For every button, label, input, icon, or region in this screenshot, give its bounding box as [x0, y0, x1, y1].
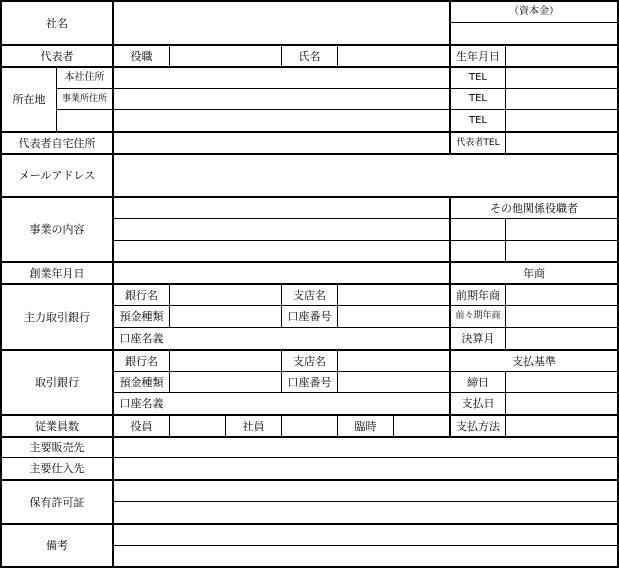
officers-label: 役員 [130, 419, 153, 433]
row-line [56, 109, 619, 110]
founded-label: 創業年月日 [29, 266, 85, 280]
account-name-label: 口座名義 [119, 397, 164, 410]
rep-home-address-label: 代表者自宅住所 [18, 136, 96, 150]
head-office-address-label: 本社住所 [64, 72, 105, 83]
company-name-label: 社名 [46, 16, 68, 30]
email-label: メールアドレス [18, 169, 96, 182]
branch-name-label: 支店名 [293, 354, 326, 368]
row-line [449, 22, 619, 23]
column-line [281, 414, 282, 437]
row-line [113, 392, 619, 393]
payment-day-label: 支払日 [461, 397, 495, 410]
main-bank-label: 主力取引銀行 [24, 310, 90, 324]
closing-day-label: 締日 [467, 375, 489, 389]
licenses-label: 保有許可証 [29, 495, 85, 509]
remarks-label: 備考 [46, 539, 68, 552]
row-line [113, 240, 619, 241]
bank-name-label: 銀行名 [125, 354, 158, 368]
location-label: 所在地 [12, 93, 46, 106]
trading-bank-label: 取引銀行 [35, 376, 79, 389]
account-number-label: 口座番号 [287, 375, 332, 389]
representative-label: 代表者 [40, 49, 74, 63]
temp-label: 臨時 [354, 419, 377, 433]
business-content-label: 事業の内容 [29, 223, 85, 236]
other-officers-label: その他関係役職者 [490, 201, 578, 215]
birth-date-label: 生年月日 [456, 49, 500, 63]
column-line [337, 349, 338, 393]
account-name-label: 口座名義 [119, 332, 164, 345]
tel-label: TEL [469, 72, 487, 83]
column-line [505, 283, 506, 349]
column-line [169, 414, 170, 437]
column-line [337, 283, 338, 327]
column-line [337, 44, 338, 67]
column-line [505, 218, 506, 262]
tel-label: TEL [469, 114, 487, 126]
tel-label: TEL [469, 93, 487, 104]
row-line [113, 501, 619, 502]
bank-name-label: 銀行名 [125, 288, 158, 302]
row-line [113, 327, 619, 328]
deposit-type-label: 預金種類 [119, 310, 164, 323]
row-line [113, 371, 619, 372]
column-line [169, 349, 170, 393]
account-number-label: 口座番号 [287, 310, 332, 323]
row-line [113, 545, 619, 546]
rep-tel-label: 代表者TEL [456, 137, 500, 148]
column-line [505, 371, 506, 437]
branch-name-label: 支店名 [293, 288, 326, 302]
column-line [505, 44, 506, 154]
annual-sales-label: 年商 [523, 266, 545, 280]
position-label: 役職 [130, 49, 153, 63]
row-line [113, 218, 619, 219]
main-customers-label: 主要販売先 [29, 441, 85, 454]
two-years-ago-sales-label: 前々期年商 [455, 311, 501, 321]
fiscal-month-label: 決算月 [461, 332, 495, 345]
employees-label: 従業員数 [35, 419, 79, 433]
column-line [112, 0, 114, 568]
column-line [169, 283, 170, 327]
main-suppliers-label: 主要仕入先 [29, 462, 85, 475]
staff-label: 社員 [242, 419, 265, 433]
person-name-label: 氏名 [298, 49, 321, 63]
row-line [113, 305, 619, 306]
deposit-type-label: 預金種類 [119, 375, 164, 389]
payment-method-label: 支払方法 [456, 419, 500, 433]
row-line [56, 88, 619, 89]
payment-terms-label: 支払基準 [512, 354, 556, 368]
office-address-label: 事業所住所 [61, 93, 107, 104]
column-line [169, 44, 170, 67]
capital-label: （資本金） [509, 6, 559, 17]
column-line [393, 414, 394, 437]
prev-year-sales-label: 前期年商 [456, 288, 500, 302]
